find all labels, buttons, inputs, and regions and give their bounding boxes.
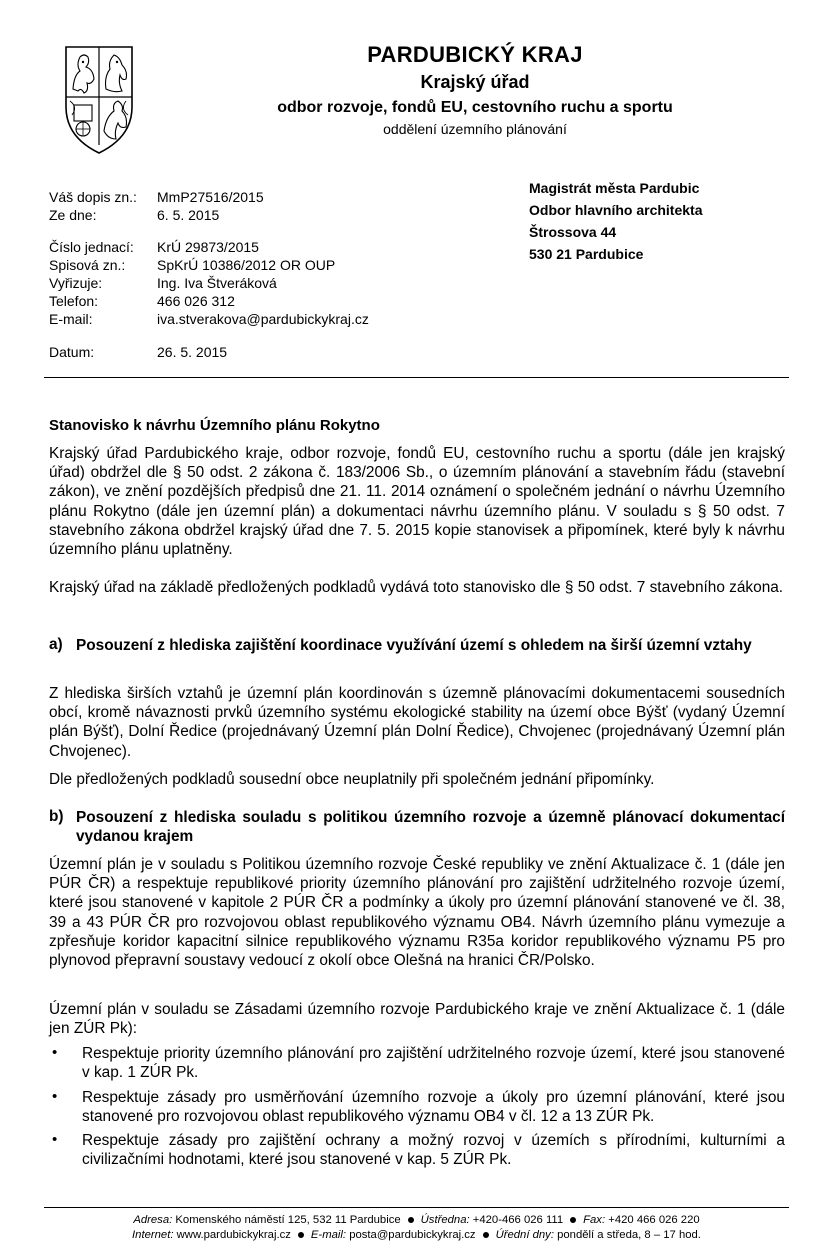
recipient-line: Magistrát města Pardubic <box>529 180 700 196</box>
header-divider <box>44 377 789 378</box>
bullet-dot-icon <box>483 1232 489 1238</box>
footer-label: Ústředna: <box>420 1214 470 1226</box>
paragraph-statement: Krajský úřad na základě předložených podkladů vydává toto stanovisko dle § 50 odst. 7 stavebního zákona. <box>49 579 784 596</box>
footer-office-hours: pondělí a středa, 8 – 17 hod. <box>557 1229 701 1241</box>
footer-label: Internet: <box>132 1229 174 1241</box>
meta-value: Ing. Iva Štveráková <box>157 275 277 291</box>
meta-label: Telefon: <box>49 293 99 309</box>
meta-label: Číslo jednací: <box>49 239 134 255</box>
section-b-paragraph: Územní plán v souladu se Zásadami územního rozvoje Pardubického kraje ve znění Aktualizace č. 1 (dále jen ZÚR Pk): <box>49 1001 785 1038</box>
footer-line-2 <box>44 1229 789 1241</box>
meta-label: Vyřizuje: <box>49 275 103 291</box>
section-b-title: Posouzení z hlediska souladu s politikou územního rozvoje a územně plánovací dokumentací vydanou krajem <box>76 809 785 846</box>
bullet-item: Respektuje zásady pro usměrňování územního rozvoje a úkoly pro územní plánování, které jsou stanovené pro rozvojovou oblast republikového významu OB4 v čl. 12 a 13 ZÚR Pk. <box>82 1089 785 1126</box>
meta-value: KrÚ 29873/2015 <box>157 239 259 255</box>
section-a-letter: a) <box>49 636 63 653</box>
meta-value: 6. 5. 2015 <box>157 207 220 223</box>
office-name: Krajský úřad <box>420 72 530 92</box>
bullet-item: Respektuje zásady pro zajištění ochrany a možný rozvoj v územích s přírodními, kulturními a civilizačními hodnotami, které jsou stanovené v kap. 5 ZÚR Pk. <box>82 1132 785 1169</box>
department-name: odbor rozvoje, fondů EU, cestovního ruchu a sportu <box>277 99 673 116</box>
recipient-line: Odbor hlavního architekta <box>529 202 703 218</box>
section-b-paragraph: Územní plán je v souladu s Politikou územního rozvoje České republiky ve znění Aktualizace č. 1 (dále jen PÚR ČR) a respektuje republikové priority územního plánování pro zajištění udržitelného rozvoje území, které jsou stanovené v kapitole 2 PÚR ČR a podmínky a úkoly pro územní plánování stanovené ve čl. 38, 39 a 43 PÚR ČR pro rozvojovou oblast republikového významu OB4. Návrh územního plánu vymezuje a zpřesňuje koridor kapacitní silnice republikového významu R35a koridor republikového významu P5 pro plynovod přepravní soustavy vedoucí z okolí obce Olešná na hranici ČR/Polsko. <box>49 856 785 970</box>
bullet-marker: • <box>52 1088 58 1105</box>
meta-label: Spisová zn.: <box>49 257 126 273</box>
footer-label: E-mail: <box>310 1229 347 1241</box>
footer-phone: +420-466 026 111 <box>472 1214 564 1226</box>
section-b-letter: b) <box>49 808 64 825</box>
footer-divider <box>44 1207 789 1208</box>
meta-label: Váš dopis zn.: <box>49 189 137 205</box>
footer-label: Úřední dny: <box>495 1229 554 1241</box>
meta-value: SpKrÚ 10386/2012 OR OUP <box>157 257 336 273</box>
recipient-line: Štrossova 44 <box>529 224 617 240</box>
footer-label: Fax: <box>583 1214 606 1226</box>
bullet-dot-icon <box>298 1232 304 1238</box>
footer-email[interactable]: posta@pardubickykraj.cz <box>349 1229 476 1241</box>
footer-website[interactable]: www.pardubickykraj.cz <box>176 1229 291 1241</box>
coat-of-arms-icon <box>64 45 134 155</box>
authority-title: PARDUBICKÝ KRAJ <box>367 42 583 67</box>
section-a-title: Posouzení z hlediska zajištění koordinace využívání území s ohledem na širší územní vztahy <box>76 637 752 654</box>
meta-value: iva.stverakova@pardubickykraj.cz <box>157 311 369 327</box>
bullet-marker: • <box>52 1131 58 1148</box>
meta-label: Ze dne: <box>49 207 97 223</box>
meta-value: 466 026 312 <box>157 293 235 309</box>
bullet-item: Respektuje priority územního plánování pro zajištění udržitelného rozvoje území, které jsou stanovené v kap. 1 ZÚR Pk. <box>82 1045 785 1082</box>
recipient-line: 530 21 Pardubice <box>529 246 644 262</box>
footer-line-1 <box>44 1214 789 1226</box>
section-a-paragraph: Dle předložených podkladů sousední obce neuplatnily při společném jednání připomínky. <box>49 771 655 788</box>
meta-label: Datum: <box>49 344 95 360</box>
bullet-dot-icon <box>408 1217 414 1223</box>
meta-value: MmP27516/2015 <box>157 189 264 205</box>
bullet-dot-icon <box>570 1217 576 1223</box>
section-a-paragraph: Z hlediska širších vztahů je územní plán koordinován s územně plánovacími dokumentacemi sousedních obcí, kromě návaznosti prvků územního systému ekologické stability na území obce Býšť (vydaný Územní plán Býšť), Dolní Ředice (projednávaný Územní plán Dolní Ředice), Chvojenec (projednávaný Územní plán Chvojenec). <box>49 685 785 760</box>
footer-label: Adresa: <box>133 1214 173 1226</box>
letter-subject: Stanovisko k návrhu Územního plánu Rokytno <box>49 417 380 434</box>
footer-address: Komenského náměstí 125, 532 11 Pardubice <box>175 1214 401 1226</box>
paragraph-intro: Krajský úřad Pardubického kraje, odbor rozvoje, fondů EU, cestovního ruchu a sportu (dále jen krajský úřad) obdržel dle § 50 odst. 2 zákona č. 183/2006 Sb., o územním plánování a stavebním řádu (stavební zákon), ve znění pozdějších předpisů dne 21. 11. 2014 oznámení o společném jednání o návrhu Územního plánu Rokytno (dále jen územní plán) a dokumentaci návrhu územního plánu. V souladu s § 50 odst. 7 stavebního zákona obdržel krajský úřad dne 7. 5. 2015 kopie stanovisek a připomínek, které byly k návrhu územního plánu uplatněny. <box>49 445 785 559</box>
bullet-marker: • <box>52 1044 58 1061</box>
meta-value: 26. 5. 2015 <box>157 344 228 360</box>
subdepartment-name: oddělení územního plánování <box>383 121 567 137</box>
meta-label: E-mail: <box>49 311 93 327</box>
footer-fax: +420 466 026 220 <box>608 1214 700 1226</box>
